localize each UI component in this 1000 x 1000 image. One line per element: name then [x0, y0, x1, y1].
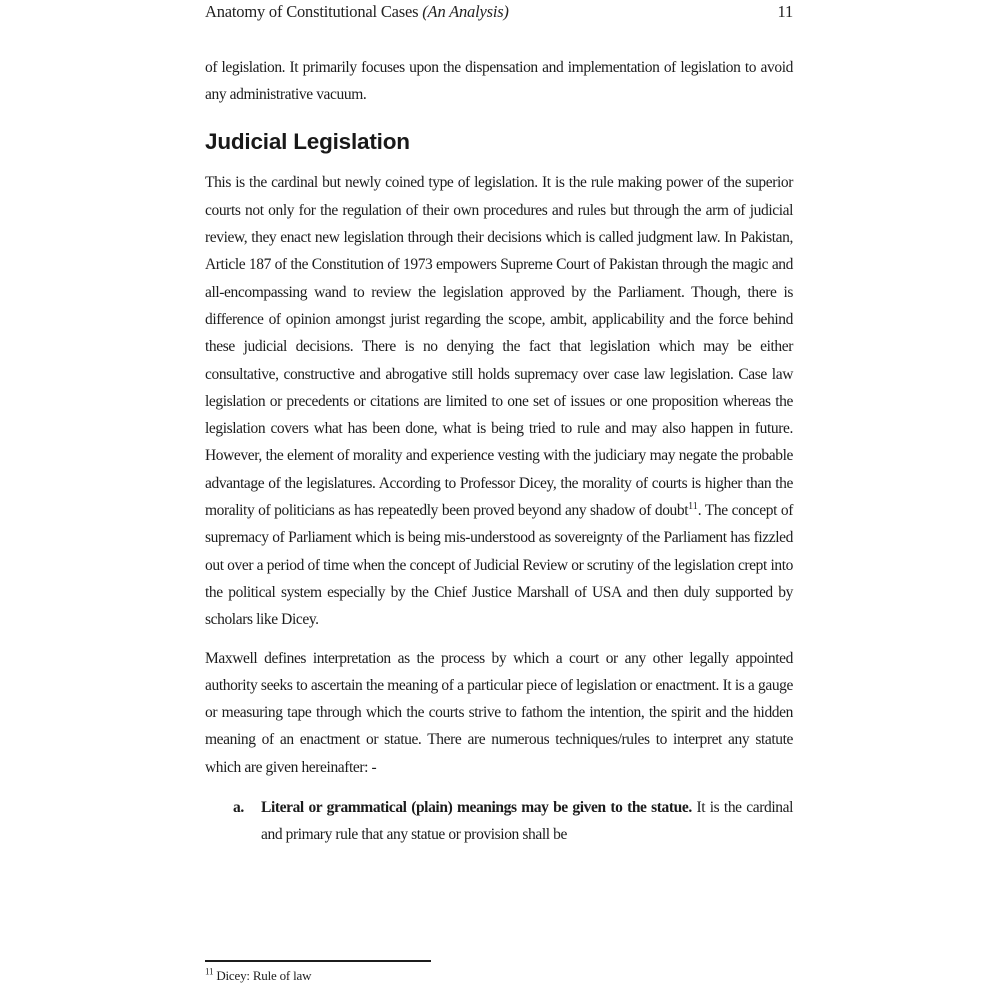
page-number: 11	[777, 2, 793, 21]
footnote	[205, 968, 793, 984]
main-paragraph-part1: This is the cardinal but newly coined type of legislation. It is the rule making power of the superior courts not only for the regulation of their own procedures and rules but through the arm of judicial review, they enact new legislation through their decisions which is called judgment law. In Pakistan, Article 187 of the Constitution of 1973 empowers Supreme Court of Pakistan through the magic and all-encompassing wand to review the legislation approved by the Parliament. Though, there is difference of opinion amongst jurist regarding the scope, ambit, applicability and the force behind these judicial decisions. There is no denying the fact that legislation which may be either consultative, constructive and abrogative still holds supremacy over case law legislation. Case law legislation or precedents or citations are limited to one set of issues or one proposition whereas the legislation covers what has been done, what is being tried to rule and may also happen in future. However, the element of morality and experience vesting with the judiciary may negate the probable advantage of the legislatures. According to Professor Dicey, the morality of courts is higher than the morality of politicians as has repeatedly been proved beyond any shadow of doubt	[205, 174, 793, 520]
list-item-marker: a.	[233, 799, 244, 816]
page-content	[205, 0, 793, 849]
interpretation-rules-list	[205, 794, 793, 849]
footnote-block	[205, 960, 793, 984]
header-title-text: Anatomy of Constitutional Cases	[205, 2, 423, 21]
footnote-reference: 11	[688, 500, 698, 512]
running-header	[205, 0, 793, 22]
list-item-bold-text: Literal or grammatical (plain) meanings may be given to the statue.	[261, 799, 692, 816]
judicial-legislation-paragraph	[205, 169, 793, 633]
header-title	[205, 2, 509, 22]
list-item-regular-text: It is the cardinal and primary rule that any statue or provision shall be	[261, 799, 793, 844]
footnote-rule	[205, 960, 431, 962]
list-item-text	[261, 794, 793, 849]
intro-paragraph: of legislation. It primarily focuses upon the dispensation and implementation of legislation to avoid any administrative vacuum.	[205, 59, 793, 104]
list-item	[205, 794, 793, 849]
main-paragraph-part2: . The concept of supremacy of Parliament which is being mis-understood as sovereignty of the Parliament has fizzled out over a period of time when the concept of Judicial Review or scrutiny of the legislation crept into the political system especially by the Chief Justice Marshall of USA and then duly supported by scholars like Dicey.	[205, 502, 793, 629]
maxwell-paragraph: Maxwell defines interpretation as the process by which a court or any other legally appointed authority seeks to ascertain the meaning of a particular piece of legislation or enactment. It is a gauge or measuring tape through which the courts strive to fathom the intention, the spirit and the hidden meaning of an enactment or statue. There are numerous techniques/rules to interpret any statute which are given hereinafter: -	[205, 649, 793, 776]
footnote-text: Dicey: Rule of law	[213, 968, 312, 983]
section-heading: Judicial Legislation	[205, 128, 410, 154]
footnote-marker: 11	[205, 966, 214, 977]
header-title-italic: (An Analysis)	[422, 2, 509, 21]
